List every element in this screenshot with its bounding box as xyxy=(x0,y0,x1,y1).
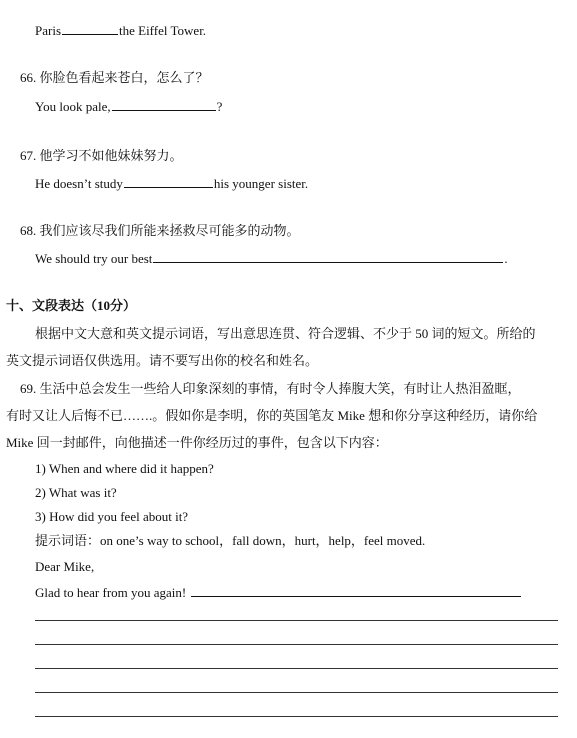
q66-line xyxy=(35,98,222,115)
q68-prompt: 68. 我们应该尽我们所能来拯救尽可能多的动物。 xyxy=(20,223,300,238)
q68-text-after: . xyxy=(504,251,508,266)
q66-answer-blank[interactable] xyxy=(112,98,216,111)
q65-text-before: Paris xyxy=(35,23,61,38)
letter-opening: Glad to hear from you again! xyxy=(35,585,187,600)
content-point-2: 2) What was it? xyxy=(35,485,117,500)
writing-line[interactable] xyxy=(35,644,558,645)
q65-line xyxy=(35,22,206,39)
q67-answer-blank[interactable] xyxy=(124,175,213,188)
q68-line xyxy=(35,250,508,267)
letter-opening-line xyxy=(35,584,522,601)
q66-text-before: You look pale, xyxy=(35,99,111,114)
intro-line-2: 英文提示词语仅供选用。请不要写出你的校名和姓名。 xyxy=(6,353,319,368)
content-point-3: 3) How did you feel about it? xyxy=(35,509,189,524)
hint-words: 提示词语：on one’s way to school，fall down，hurt，help，feel moved. xyxy=(35,533,426,548)
q69-line-1: 69. 生活中总会发生一些给人印象深刻的事情，有时令人捧腹大笑，有时让人热泪盈眶， xyxy=(20,381,521,396)
q67-line xyxy=(35,175,308,192)
q69-line-2: 有时又让人后悔不已…….。假如你是李明，你的英国笔友 Mike 想和你分享这种经历，请你给 xyxy=(6,408,538,423)
writing-line[interactable] xyxy=(35,668,558,669)
q69-line-3: Mike 回一封邮件，向他描述一件你经历过的事件，包含以下内容： xyxy=(6,435,388,450)
q67-text-after: his younger sister. xyxy=(213,176,309,191)
intro-line-1: 根据中文大意和英文提示词语，写出意思连贯、符合逻辑、不少于 50 词的短文。所给的 xyxy=(35,326,536,341)
section-heading: 十、文段表达（10分） xyxy=(6,298,137,313)
q67-text-before: He doesn’t study xyxy=(35,176,123,191)
opening-writing-line[interactable] xyxy=(191,584,521,597)
q68-text-before: We should try our best xyxy=(35,251,153,266)
writing-line[interactable] xyxy=(35,716,558,717)
content-point-1: 1) When and where did it happen? xyxy=(35,461,214,476)
q65-answer-blank[interactable] xyxy=(62,22,118,35)
writing-line[interactable] xyxy=(35,620,558,621)
letter-greeting: Dear Mike, xyxy=(35,559,95,574)
q65-text-after: the Eiffel Tower. xyxy=(119,23,207,38)
q67-prompt: 67. 他学习不如他妹妹努力。 xyxy=(20,148,183,163)
q68-answer-blank[interactable] xyxy=(153,250,503,263)
q66-prompt: 66. 你脸色看起来苍白，怎么了？ xyxy=(20,70,209,85)
writing-line[interactable] xyxy=(35,692,558,693)
q66-text-after: ? xyxy=(216,99,223,114)
